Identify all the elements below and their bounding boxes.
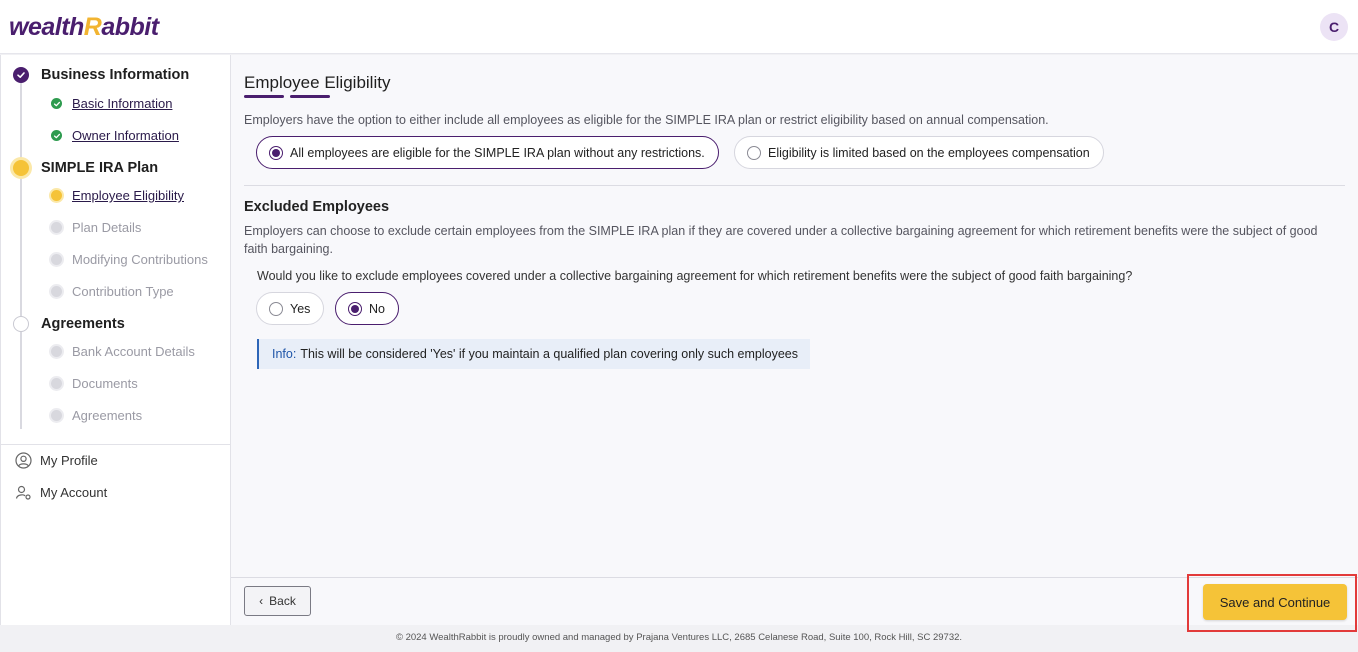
current-step-icon	[51, 190, 62, 201]
user-circle-icon	[15, 452, 32, 469]
pending-step-icon	[51, 378, 62, 389]
check-circle-icon	[51, 130, 62, 141]
progress-line	[20, 77, 22, 429]
exclude-option-no[interactable]: No	[335, 292, 399, 325]
pending-step-icon	[51, 254, 62, 265]
check-circle-icon	[13, 67, 29, 83]
pending-step-icon	[51, 222, 62, 233]
sidebar-item-contribution-type[interactable]: Contribution Type	[51, 284, 174, 299]
pending-step-icon	[51, 286, 62, 297]
action-bar	[231, 577, 1358, 625]
sidebar-section-business-information[interactable]: Business Information	[13, 67, 189, 83]
app-header	[0, 0, 1358, 54]
title-underline	[290, 95, 330, 98]
page-title: Employee Eligibility	[244, 73, 391, 92]
radio-unselected-icon	[747, 146, 761, 160]
exclude-option-yes[interactable]: Yes	[256, 292, 324, 325]
main-content	[231, 55, 1358, 577]
sidebar-item-employee-eligibility[interactable]: Employee Eligibility	[51, 188, 184, 203]
user-gear-icon	[15, 484, 32, 501]
excluded-employees-title: Excluded Employees	[244, 199, 390, 215]
eligibility-option-limited-by-compensation[interactable]: Eligibility is limited based on the employees compensation	[734, 136, 1104, 169]
sidebar-divider	[1, 444, 231, 445]
sidebar-section-simple-ira-plan[interactable]: SIMPLE IRA Plan	[13, 160, 158, 176]
pending-step-icon	[51, 410, 62, 421]
wealthrabbit-logo[interactable]: wealthRabbit	[9, 13, 159, 41]
radio-unselected-icon	[269, 302, 283, 316]
sidebar-item-plan-details[interactable]: Plan Details	[51, 220, 141, 235]
back-button[interactable]: ‹ Back	[244, 586, 311, 616]
copyright-text: © 2024 WealthRabbit is proudly owned and managed by Prajana Ventures LLC, 2685 Celanese Road, Suite 100, Rock Hill, SC 29732.	[395, 632, 963, 643]
section-divider	[244, 185, 1345, 186]
eligibility-description: Employers have the option to either include all employees as eligible for the SIMPLE IRA plan or restrict eligibility based on annual compensation.	[244, 113, 1049, 127]
pending-step-icon	[51, 346, 62, 357]
radio-selected-icon	[348, 302, 362, 316]
user-avatar[interactable]: C	[1320, 13, 1348, 41]
info-banner: Info: This will be considered 'Yes' if you maintain a qualified plan covering only such employees	[257, 339, 810, 369]
save-and-continue-button[interactable]: Save and Continue	[1203, 584, 1347, 620]
pending-section-icon	[13, 316, 29, 332]
exclusion-question: Would you like to exclude employees covered under a collective bargaining agreement for which retirement benefits were the subject of good faith bargaining?	[257, 269, 1133, 283]
sidebar-item-agreements[interactable]: Agreements	[51, 408, 142, 423]
sidebar-item-documents[interactable]: Documents	[51, 376, 138, 391]
title-underline	[244, 95, 284, 98]
sidebar-item-owner-information[interactable]: Owner Information	[51, 128, 179, 143]
sidebar-item-basic-information[interactable]: Basic Information	[51, 96, 172, 111]
active-step-icon	[13, 160, 29, 176]
eligibility-option-all-employees[interactable]: All employees are eligible for the SIMPLE IRA plan without any restrictions.	[256, 136, 719, 169]
sidebar-link-my-account[interactable]: My Account	[15, 484, 107, 501]
sidebar-item-bank-account-details[interactable]: Bank Account Details	[51, 344, 195, 359]
sidebar-item-modifying-contributions[interactable]: Modifying Contributions	[51, 252, 208, 267]
chevron-left-icon: ‹	[259, 594, 264, 608]
check-circle-icon	[51, 98, 62, 109]
radio-selected-icon	[269, 146, 283, 160]
sidebar-section-agreements[interactable]: Agreements	[13, 316, 125, 332]
sidebar-link-my-profile[interactable]: My Profile	[15, 452, 98, 469]
sidebar	[0, 55, 231, 625]
excluded-employees-description: Employers can choose to exclude certain employees from the SIMPLE IRA plan if they are covered under a collective bargaining agreement for which retirement benefits were the subject of good faith bargaining.	[244, 224, 1318, 256]
